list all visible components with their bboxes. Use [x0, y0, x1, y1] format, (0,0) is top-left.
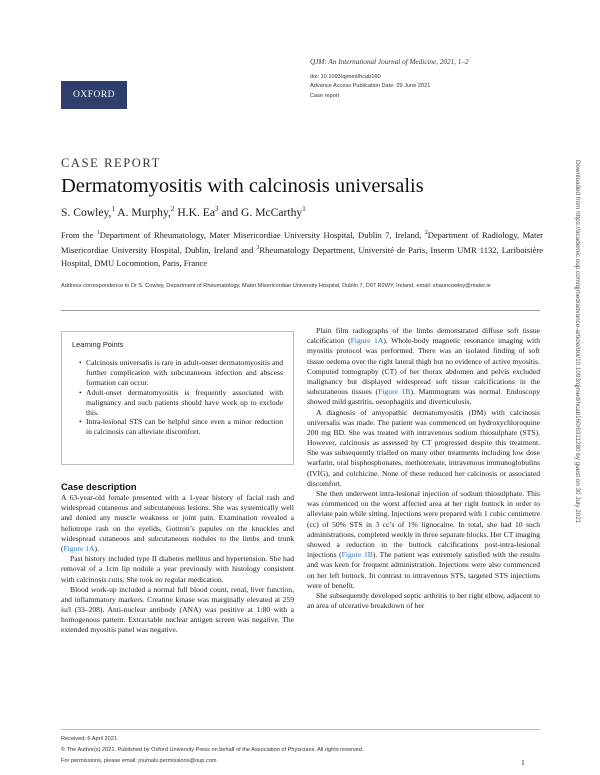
learning-points-box: [61, 331, 294, 465]
body-paragraph: [61, 585, 294, 636]
author-affiliation-mark: 1: [302, 205, 306, 213]
body-column-right: [307, 326, 540, 611]
author-name: G. McCarthy: [241, 205, 303, 219]
footer-divider: [61, 729, 540, 730]
affiliation-mark: 2: [424, 230, 428, 236]
author-separator: and: [218, 205, 242, 219]
author-affiliation-mark: 1: [111, 205, 115, 213]
journal-citation: QJM: An International Journal of Medicine, 2021, 1–2: [310, 58, 469, 66]
article-title: Dermatomyositis with calcinosis universalis: [61, 175, 424, 197]
author-name: A. Murphy,: [117, 205, 171, 219]
body-paragraph: [61, 493, 294, 554]
paragraph-text: ).: [94, 543, 99, 553]
article-meta: [310, 73, 555, 101]
author-list: [61, 205, 306, 219]
affiliations: [61, 227, 543, 271]
article-type: Case report: [310, 92, 340, 99]
oxford-logo-text: OXFORD: [72, 90, 116, 100]
article-kicker: CASE REPORT: [61, 156, 161, 170]
paragraph-text: She subsequently developed septic arthritis to her right elbow, adjacent to an area of ulcerative breakdown of her: [307, 590, 540, 611]
affiliation-text: Department of Rheumatology, Mater Misericordiae University Hospital, Dublin 7, Ireland,: [99, 229, 425, 240]
author-name: H.K. Ea: [177, 205, 215, 219]
download-watermark: [570, 160, 584, 610]
correspondence: Address correspondence to Dr S. Cowley, Department of Rheumatology, Mater Misericordiae University Hospital, Dublin 7, D07 R2WY, Ireland. email: shauncowley@mater.ie: [61, 283, 491, 289]
received-date: Received: 6 April 2021: [61, 736, 117, 742]
body-paragraph: [61, 554, 294, 585]
paragraph-text: A diagnosis of amyopathic dermatomyositis (DM) with calcinosis universalis was made. The patient was commenced on hydroxychloroquine 200 mg BD. She was treated with intravenous sodium thiosulphate (STS). However, calcinosis as assessed by CT progressed despite this treatment. She was subsequently trialled on many other treatments including low dose warfarin, oral bisphosphonates, methotrexate, intravenous immunoglobulins (IVIG), and colchicine. None of these reduced her calcinosis or associated discomfort.: [307, 407, 540, 488]
body-paragraph: [307, 591, 540, 611]
paragraph-text: Past history included type II diabetes mellitus and hypertension. She had removal of a 1cm lip nodule a year previously with histology consistent with calcinosis cutis. She took no regular medication.: [61, 554, 294, 584]
learning-point-item: • Adult-onset dermatomyositis is frequently associated with malignancy and such patients should have work up to exclude this.: [79, 388, 283, 418]
figure-link[interactable]: Figure 1A: [350, 336, 384, 346]
permissions-note: For permissions, please email: journals.permissions@oup.com: [61, 757, 217, 764]
paragraph-text: ). Mammogram was normal. Endoscopy showed mild gastritis, oesophagitis and diverticulosis.: [307, 387, 540, 407]
affiliation-mark: 1: [96, 230, 100, 236]
body-column-left: [61, 493, 294, 636]
header-divider: [61, 310, 540, 311]
paragraph-text: ). Whole-body magnetic resonance imaging with myositis protocol was performed. There was an isolated finding of soft tissue oedema over the right lateral thigh but no evidence of active myositis. Computed tomography (CT) of her thorax abdomen and pelvis excluded malignancy but displayed widespread soft tissue calcifications in the subcutaneous tissues (: [307, 336, 540, 397]
advance-access-date: Advance Access Publication Date: 29 June 2021: [310, 83, 431, 90]
learning-points-list: [72, 358, 283, 437]
affiliation-mark: 3: [256, 245, 260, 252]
oxford-logo: [61, 81, 127, 109]
figure-link[interactable]: Figure 1B: [341, 550, 373, 560]
footer: [61, 734, 540, 766]
author-affiliation-mark: 3: [214, 205, 219, 213]
learning-points-heading: Learning Points: [72, 340, 124, 349]
body-paragraph: [307, 489, 540, 591]
paragraph-text: She then underwent intra-lesional injection of sodium thiosulphate. This was commenced on the worst affected area at her right buttock in order to alleviate pain while sitting. Injections were prepared with 1 cubic centimetre (cc) of 50% STS in 3 cc’s of 1% lignocaine. In total, she had 10 such administrations, completed weekly in three separate blocks. Her CT imaging showed a reduction in the buttock calcifications post-intra-lesional injections (: [307, 489, 540, 560]
figure-link[interactable]: Figure 1B: [378, 387, 411, 397]
download-note: Downloaded from https://academic.oup.com/qjmed/advance-article/doi/10.1093/qjmed/hcab160/6311280 by guest on 30 July 2021: [574, 160, 581, 524]
affiliation-text: Rheumatology Department, Université de Paris, Inserm UMR 1132, Lariboisière Hospital, DMU Locomotion, Paris, France: [61, 244, 543, 269]
paragraph-text: Plain film radiographs of the limbs demonstrated diffuse soft tissue calcification (: [307, 326, 540, 346]
paragraph-text: Blood work-up included a normal full blood count, renal, liver function, and inflammatory markers. Creatine kinase was marginally elevated at 259 iu/l (33–208). Anti-nuclear antibody (ANA) was positive at 1:80 with a homogenous pattern. Extractable nuclear antigen screen was negative. The extended myositis panel was negative.: [61, 584, 294, 635]
body-paragraph: [307, 326, 540, 408]
affiliation-text: Department of Radiology, Mater Misericordiae University Hospital, Dublin, Ireland and: [61, 229, 543, 255]
learning-point-item: • Intra-lesional STS can be helpful since even a minor reduction in calcinosis can alleviate discomfort.: [79, 417, 283, 437]
author-name: S. Cowley,: [61, 205, 112, 219]
affiliation-text: From the: [61, 229, 97, 240]
page-number: 1: [521, 758, 525, 767]
doi-link[interactable]: doi: 10.1093/qjmed/hcab160: [310, 74, 381, 80]
copyright-notice: © The Author(s) 2021. Published by Oxford University Press on behalf of the Association of Physicians. All rights reserved.: [61, 746, 364, 753]
paragraph-text: ). The patient was extremely satisfied with the results and was keen for frequent administration. Injections were also commenced on her left buttock. In contrast to intravenous STS, targeted STS injections were of benefit.: [307, 550, 541, 590]
figure-link[interactable]: Figure 1A: [63, 543, 95, 553]
body-paragraph: [307, 408, 540, 490]
case-description-heading: Case description: [61, 481, 137, 492]
learning-point-item: • Calcinosis universalis is rare in adult-onset dermatomyositis and further complication with subcutaneous infection and abscess formation can occur.: [79, 358, 283, 388]
author-affiliation-mark: 2: [170, 205, 175, 213]
paragraph-text: A 63-year-old female presented with a 1-year history of facial rash and widespread cutaneous and subcutaneous lesions. She was systemically well and denied any muscle weakness or joint pain. Examination revealed a heliotrope rash on the eyelids, Gottron’s papules on the knuckles and widespread cutaneous and subcutaneous nodules to the limbs and trunk (: [61, 493, 294, 553]
